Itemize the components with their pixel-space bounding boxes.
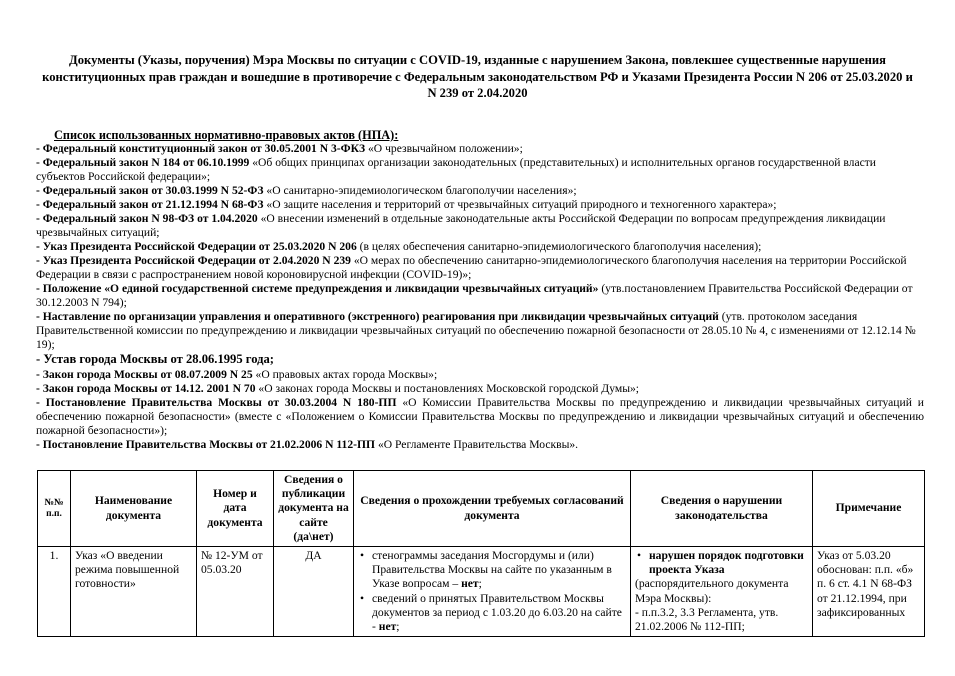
act-item: - Федеральный закон N 184 от 06.10.1999 «Об общих принципах организации законодательных (представительных) и исполнительных органов государственной власти субъектов Российской федерации»; xyxy=(36,156,877,183)
row-violation: • нарушен порядок подготовки проекта Указа (распорядительного документа Мэра Москвы): - п.п.3.2, 3.3 Регламента, утв. 21.02.2006 № 112-ПП; xyxy=(631,547,813,637)
act-item: - Наставление по организации управления и оперативного (экстренного) реагирования при ликвидации чрезвычайных ситуаций (утв. протоколом заседания Правительственной комиссии по предупреждению и ликвидации чрезвычайных ситуаций по обеспечению пожарной безопасности от 28.05.10 № 4, с изменениями от 12.12.14 № 19); xyxy=(36,310,916,351)
header-note: Примечание xyxy=(813,471,925,547)
approval-item: • сведений о принятых Правительством Москвы документов за период с 1.03.20 до 6.03.20 на сайте - нет; xyxy=(358,592,626,635)
header-num: №№ п.п. xyxy=(38,471,71,547)
list-heading: Список использованных нормативно-правовых актов (НПА): xyxy=(54,128,399,142)
header-approvals: Сведения о прохождении требуемых согласований документа xyxy=(354,471,631,547)
act-item: - Устав города Москвы от 28.06.1995 года; xyxy=(36,352,274,366)
act-item: - Федеральный закон от 21.12.1994 N 68-ФЗ «О защите населения и территорий от чрезвычайных ситуаций природного и техногенного характера»; xyxy=(36,198,777,211)
row-name: Указ «О введении режима повышенной готовности» xyxy=(71,547,197,637)
document-title: Документы (Указы, поручения) Мэра Москвы по ситуации с COVID-19, изданные с нарушением Закона, повлекшее существенные нарушения конституционных прав граждан и вошедшие в противоречие с Федеральным законодательством РФ и Указами Президента России N 206 от 25.03.2020 и N 239 от 2.04.2020 xyxy=(42,53,913,100)
header-violation: Сведения о нарушении законодательства xyxy=(631,471,813,547)
table-row xyxy=(38,547,925,637)
act-item: - Постановление Правительства Москвы от 21.02.2006 N 112-ПП «О Регламенте Правительства Москвы». xyxy=(36,437,579,451)
act-item: - Федеральный закон N 98-ФЗ от 1.04.2020 «О внесении изменений в отдельные законодательные акты Российской Федерации по вопросам предупреждения ликвидации чрезвычайных ситуаций; xyxy=(36,212,886,239)
row-published: ДА xyxy=(274,547,354,637)
act-item: - Указ Президента Российской Федерации от 25.03.2020 N 206 (в целях обеспечения санитарно-эпидемиологического благополучия населения); xyxy=(36,240,762,253)
approval-item: • стенограммы заседания Мосгордумы и (или) Правительства Москвы на сайте по указанным в Указе вопросам – нет; xyxy=(358,549,626,592)
table-header-row xyxy=(38,471,925,547)
act-item: - Закон города Москвы от 14.12. 2001 N 70 «О законах города Москвы и постановлениях Московской городской Думы»; xyxy=(36,381,640,395)
violation-item: • нарушен порядок подготовки проекта Указа xyxy=(635,549,808,577)
row-approvals xyxy=(354,547,631,637)
header-name: Наименование документа xyxy=(71,471,197,547)
act-item: - Закон города Москвы от 08.07.2009 N 25 «О правовых актах города Москвы»; xyxy=(36,367,438,381)
act-item: - Положение «О единой государственной системе предупреждения и ликвидации чрезвычайных ситуаций» (утв.постановлением Правительства Российской Федерации от 30.12.2003 N 794); xyxy=(36,282,913,309)
act-item: - Федеральный конституционный закон от 30.05.2001 N 3-ФКЗ «О чрезвычайном положении»; xyxy=(36,142,523,155)
acts-list xyxy=(36,142,924,452)
row-number-date: № 12-УМ от 05.03.20 xyxy=(197,547,274,637)
documents-table xyxy=(37,470,925,637)
header-published: Сведения о публикации документа на сайте (да\нет) xyxy=(274,471,354,547)
header-number-date: Номер и дата документа xyxy=(197,471,274,547)
act-item: - Федеральный закон от 30.03.1999 N 52-ФЗ «О санитарно-эпидемиологическом благополучии населения»; xyxy=(36,184,577,197)
act-item: - Постановление Правительства Москвы от 30.03.2004 N 180-ПП «О Комиссии Правительства Москвы по предупреждению и ликвидации чрезвычайных ситуаций и обеспечению пожарной безопасности» (вместе с «Положением о Комиссии Правительства Москвы по предупреждению и ликвидации чрезвычайных ситуаций и обеспечению пожарной безопасности»); xyxy=(36,395,924,437)
row-note: Указ от 5.03.20 обоснован: п.п. «б» п. 6 ст. 4.1 N 68-ФЗ от 21.12.1994, при зафиксированных xyxy=(813,547,925,637)
act-item: - Указ Президента Российской Федерации от 2.04.2020 N 239 «О мерах по обеспечению санитарно-эпидемиологического благополучия населения на территории Российской Федерации в связи с распространением новой короновирусной инфекции (COVID-19)»; xyxy=(36,254,907,281)
row-num: 1. xyxy=(38,547,71,637)
